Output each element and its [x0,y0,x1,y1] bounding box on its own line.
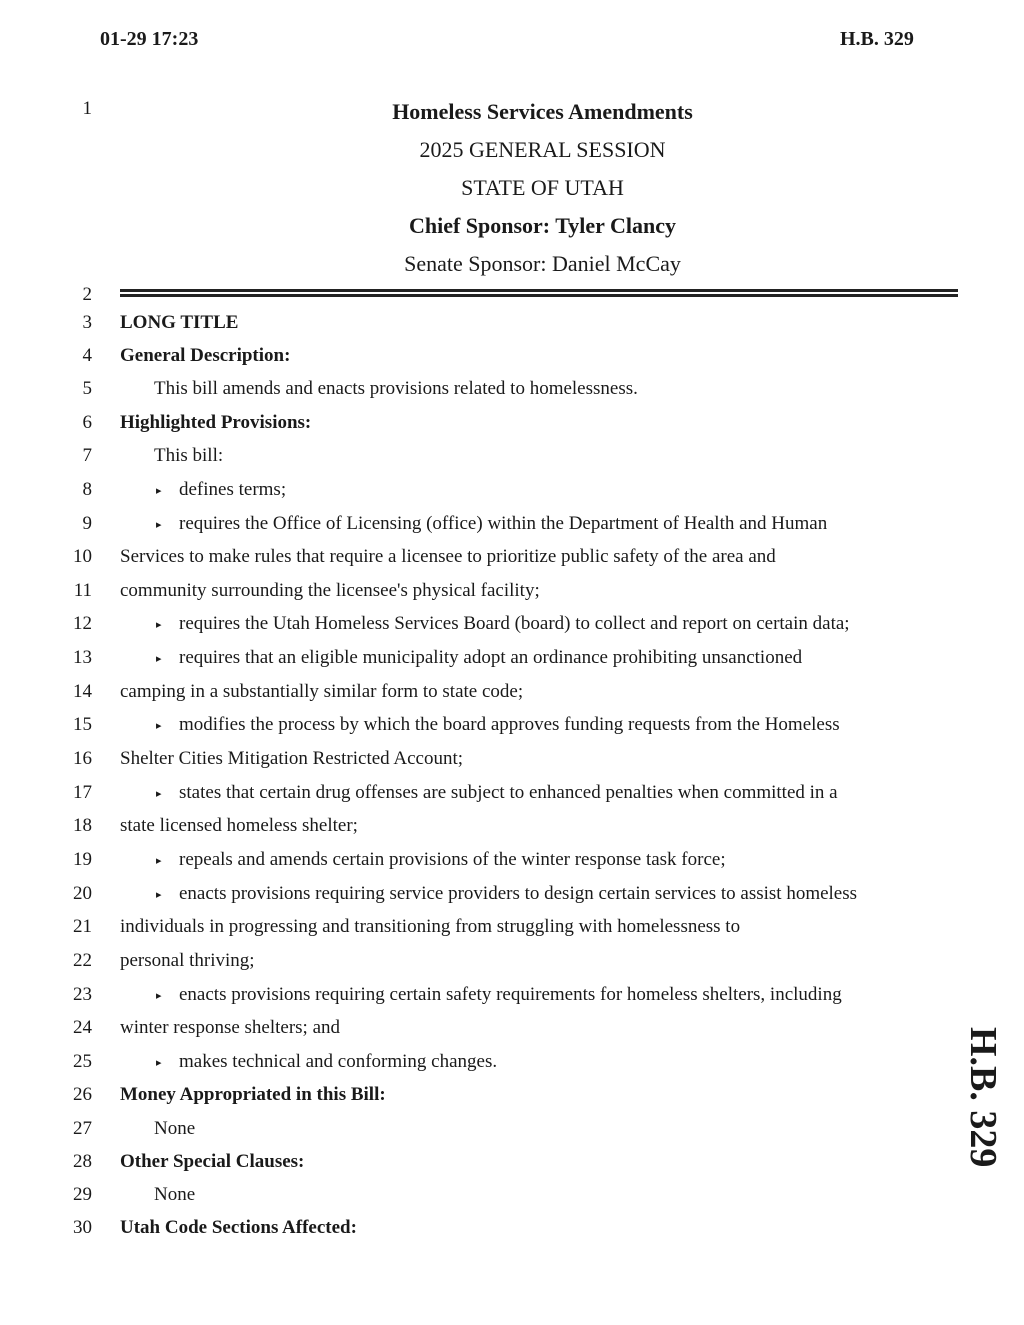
general-description-text: This bill amends and enacts provisions related to homelessness. [154,378,638,399]
provision-text: state licensed homeless shelter; [120,815,358,836]
line-number: 20 [73,883,92,904]
senate-sponsor: Senate Sponsor: Daniel McCay [404,251,681,276]
provision-text: requires the Utah Homeless Services Board (board) to collect and report on certain data; [179,613,850,634]
provision-text: requires that an eligible municipality adopt an ordinance prohibiting unsanctioned [179,647,803,668]
side-bill-stamp: H.B. 329 [962,1027,1004,1168]
line-number: 18 [73,815,92,836]
provision-text: modifies the process by which the board approves funding requests from the Homeless [179,714,840,735]
line-number: 25 [73,1051,92,1072]
money-appropriated-text: None [154,1118,196,1139]
session: 2025 GENERAL SESSION [419,137,666,162]
divider-top [120,289,958,292]
line-number: 27 [73,1118,92,1139]
bullet-icon: ▸ [156,990,162,1002]
line-number: 1 [82,98,92,119]
provision-text: requires the Office of Licensing (office) within the Department of Health and Human [179,513,828,534]
line-number: 2 [82,284,92,305]
line-number: 24 [73,1017,92,1038]
line-number: 15 [73,714,92,735]
line-number: 28 [73,1151,92,1172]
this-bill-text: This bill: [154,445,224,466]
bullet-icon: ▸ [156,485,162,497]
provision-text: repeals and amends certain provisions of the winter response task force; [179,849,726,870]
line-number: 5 [82,378,92,399]
code-sections-heading: Utah Code Sections Affected: [120,1217,357,1238]
line-number: 7 [82,445,92,466]
line-number: 29 [73,1184,92,1205]
provision-text: makes technical and conforming changes. [179,1051,498,1072]
line-number: 10 [73,546,92,567]
header-timestamp: 01-29 17:23 [100,28,199,50]
highlighted-provisions-heading: Highlighted Provisions: [120,412,312,433]
provision-text: winter response shelters; and [120,1017,341,1038]
divider-bottom [120,294,958,297]
line-number: 30 [73,1217,92,1238]
line-number: 13 [73,647,92,668]
provision-text: enacts provisions requiring service providers to design certain services to assist homeless [179,883,858,904]
line-number: 16 [73,748,92,769]
bullet-icon: ▸ [156,855,162,867]
other-special-clauses-heading: Other Special Clauses: [120,1151,305,1172]
bullet-icon: ▸ [156,720,162,732]
provision-text: Shelter Cities Mitigation Restricted Account; [120,748,464,769]
line-number: 8 [82,479,92,500]
line-number: 11 [73,580,92,601]
bullet-icon: ▸ [156,788,162,800]
bullet-icon: ▸ [156,653,162,665]
line-number: 23 [73,984,92,1005]
long-title-heading: LONG TITLE [120,312,239,333]
bullet-icon: ▸ [156,519,162,531]
line-number: 6 [82,412,92,433]
provision-text: community surrounding the licensee's physical facility; [120,580,540,601]
provision-text: defines terms; [179,479,287,500]
provision-text: camping in a substantially similar form to state code; [120,681,524,702]
chief-sponsor: Chief Sponsor: Tyler Clancy [408,213,677,238]
line-number: 26 [73,1084,92,1105]
bullet-icon: ▸ [156,619,162,631]
provision-text: enacts provisions requiring certain safety requirements for homeless shelters, including [179,984,842,1005]
provision-text: personal thriving; [120,950,255,971]
bullet-icon: ▸ [156,889,162,901]
line-number: 4 [82,345,92,366]
header-bill-number: H.B. 329 [840,28,914,50]
line-number: 21 [73,916,92,937]
line-number: 9 [82,513,92,534]
money-appropriated-heading: Money Appropriated in this Bill: [120,1084,386,1105]
bill-title: Homeless Services Amendments [392,99,693,124]
line-number: 14 [73,681,92,702]
line-number: 12 [73,613,92,634]
bullet-icon: ▸ [156,1057,162,1069]
provision-text: Services to make rules that require a licensee to prioritize public safety of the area and [120,546,776,567]
provision-text: states that certain drug offenses are subject to enhanced penalties when committed in a [179,782,838,803]
general-description-heading: General Description: [120,345,291,366]
provision-text: individuals in progressing and transitioning from struggling with homelessness to [120,916,741,937]
line-number: 3 [82,312,92,333]
line-number: 17 [73,782,92,803]
state: STATE OF UTAH [461,175,624,200]
other-special-clauses-text: None [154,1184,196,1205]
line-number: 22 [73,950,92,971]
line-number: 19 [73,849,92,870]
